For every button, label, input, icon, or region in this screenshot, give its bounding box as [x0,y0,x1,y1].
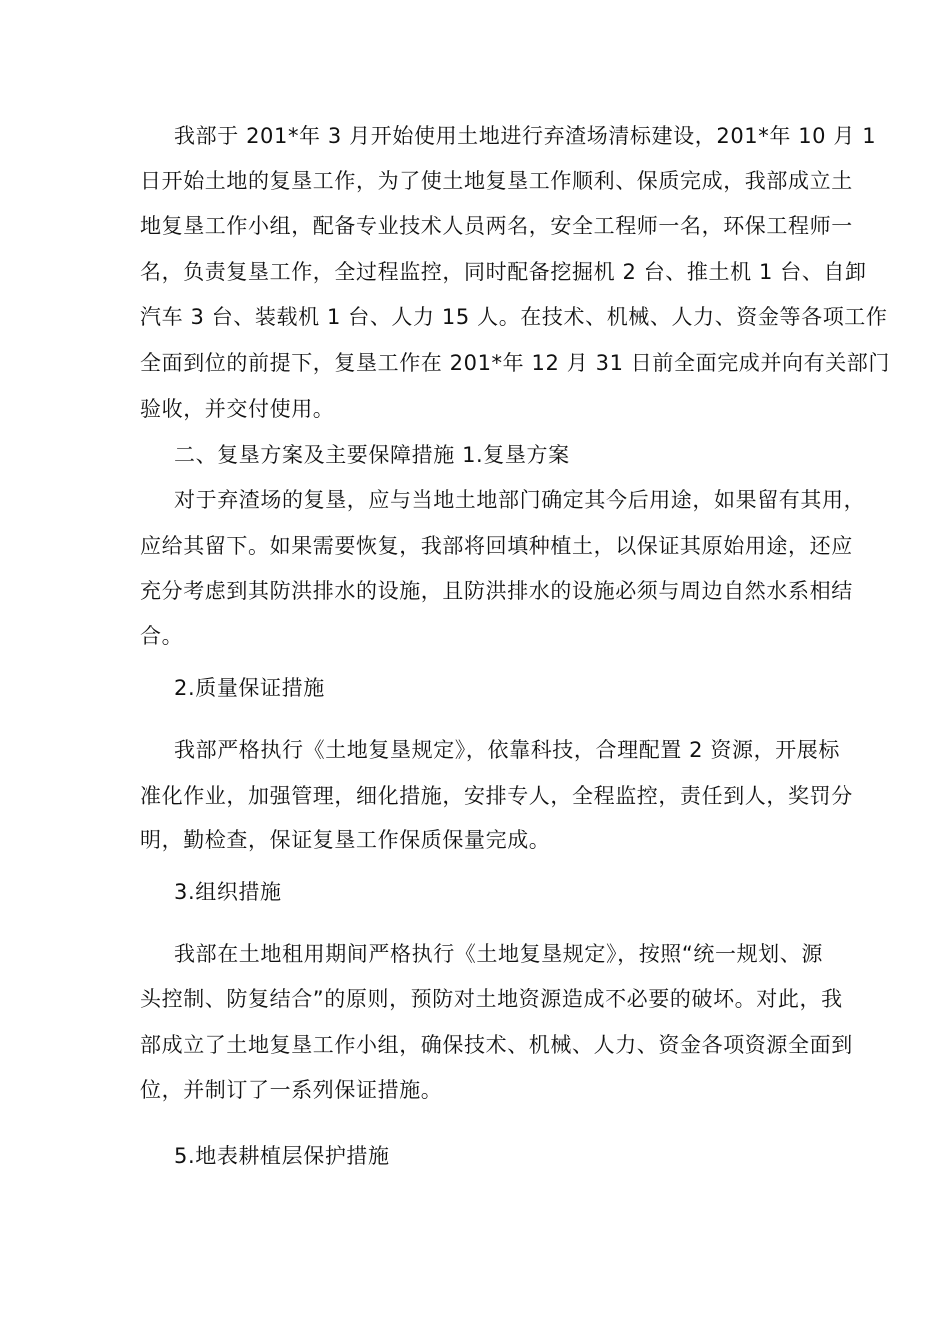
paragraph-1-line-3: 地复垦工作小组，配备专业技术人员两名，安全工程师一名，环保工程师一 [140,214,853,238]
paragraph-3-line-2: 准化作业，加强管理，细化措施，安排专人，全程监控，责任到人，奖罚分 [140,784,853,808]
section-heading-restoration-plan: 二、复垦方案及主要保障措施 1.复垦方案 [174,443,570,467]
paragraph-1-line-4: 名，负责复垦工作，全过程监控，同时配备挖掘机 2 台、推土机 1 台、自卸 [140,260,867,284]
paragraph-2-line-2: 应给其留下。如果需要恢复，我部将回填种植土，以保证其原始用途，还应 [140,534,853,558]
paragraph-3-line-3: 明，勤检查，保证复垦工作保质保量完成。 [140,828,551,852]
paragraph-4-line-3: 部成立了土地复垦工作小组，确保技术、机械、人力、资金各项资源全面到 [140,1033,853,1057]
paragraph-4-line-2: 头控制、防复结合”的原则，预防对土地资源造成不必要的破坏。对此，我 [140,987,843,1011]
paragraph-1-line-7: 验收，并交付使用。 [140,397,335,421]
paragraph-4-line-1: 我部在土地租用期间严格执行《土地复垦规定》，按照“统一规划、源 [174,942,823,966]
paragraph-1-line-1: 我部于 201*年 3 月开始使用土地进行弃渣场清标建设，201*年 10 月 1 [174,124,877,148]
paragraph-2-line-1: 对于弃渣场的复垦，应与当地土地部门确定其今后用途，如果留有其用， [174,488,866,512]
paragraph-2-line-4: 合。 [140,624,184,648]
paragraph-1-line-2: 日开始土地的复垦工作，为了使土地复垦工作顺利、保质完成，我部成立土 [140,169,853,193]
paragraph-1-line-6: 全面到位的前提下，复垦工作在 201*年 12 月 31 日前全面完成并向有关部门 [140,351,890,375]
paragraph-4-line-4: 位，并制订了一系列保证措施。 [140,1078,443,1102]
section-heading-organization: 3.组织措施 [174,880,282,904]
paragraph-1-line-5: 汽车 3 台、装载机 1 台、人力 15 人。在技术、机械、人力、资金等各项工作 [140,305,888,329]
section-heading-quality: 2.质量保证措施 [174,676,325,700]
paragraph-2-line-3: 充分考虑到其防洪排水的设施，且防洪排水的设施必须与周边自然水系相结 [140,579,853,603]
section-heading-topsoil-protection: 5.地表耕植层保护措施 [174,1144,390,1168]
paragraph-3-line-1: 我部严格执行《土地复垦规定》，依靠科技，合理配置 2 资源，开展标 [174,738,841,762]
